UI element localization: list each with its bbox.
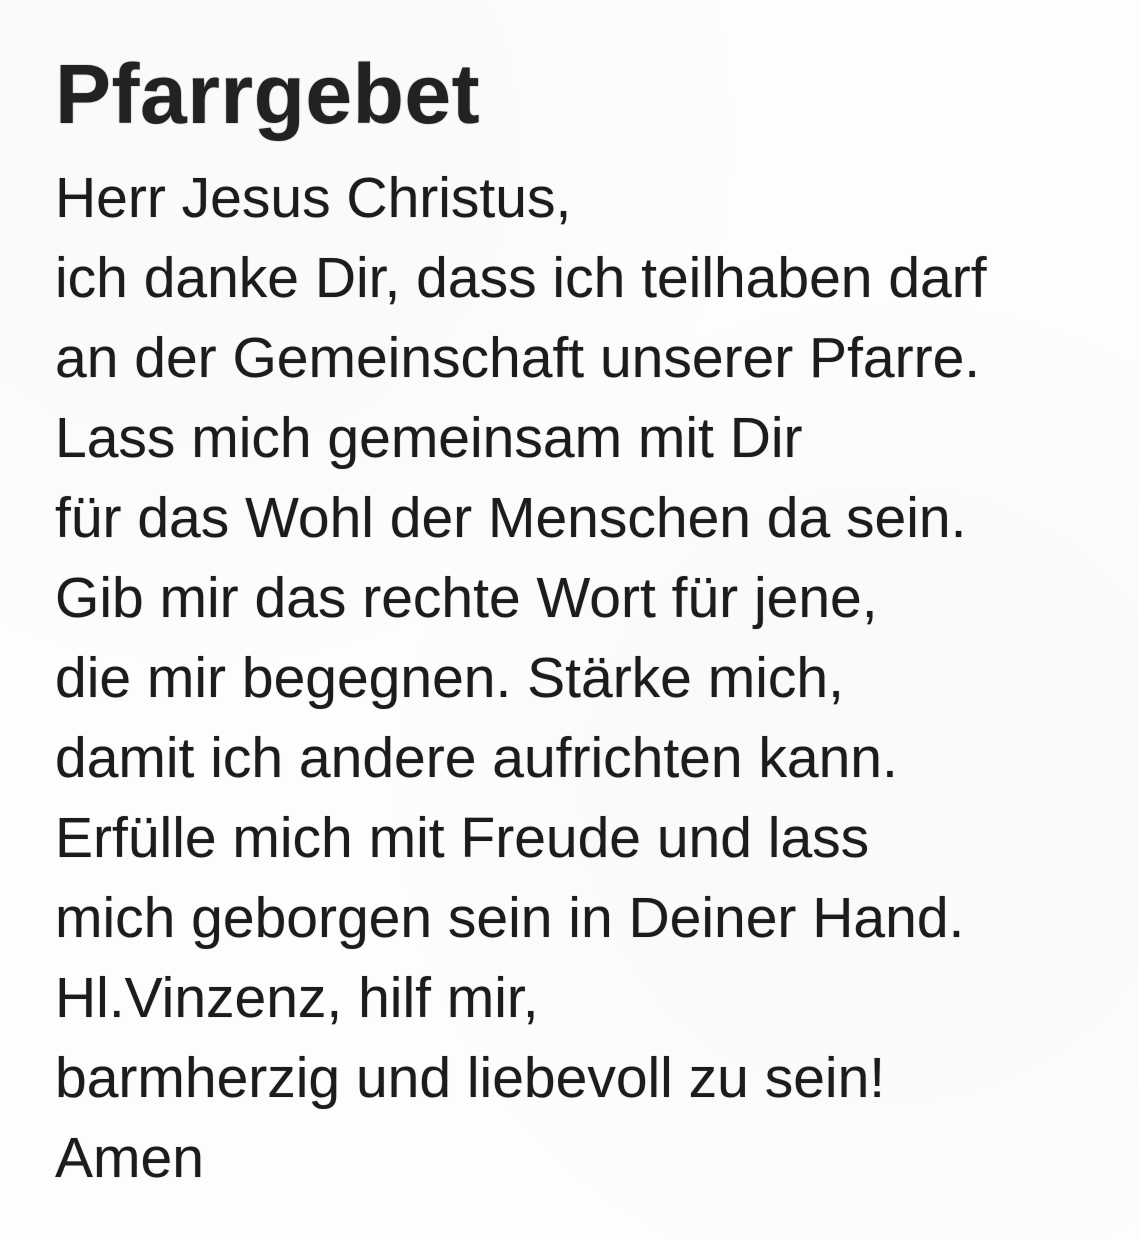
prayer-text-block [0,158,1139,1198]
page-title: Pfarrgebet [55,47,481,141]
prayer-line: Gib mir das rechte Wort für jene, [55,566,878,630]
prayer-line: Amen [55,1126,204,1190]
prayer-line: an der Gemeinschaft unserer Pfarre. [55,326,981,390]
prayer-line: ich danke Dir, dass ich teilhaben darf [55,246,987,310]
prayer-line: Herr Jesus Christus, [55,166,572,230]
prayer-line: barmherzig und liebevoll zu sein! [55,1046,886,1110]
prayer-line: damit ich andere aufrichten kann. [55,726,898,790]
prayer-line: Erfülle mich mit Freude und lass [55,806,870,870]
prayer-line: Lass mich gemeinsam mit Dir [55,406,803,470]
prayer-line: Hl.Vinzenz, hilf mir, [55,966,539,1030]
prayer-line: mich geborgen sein in Deiner Hand. [55,886,965,950]
prayer-line: für das Wohl der Menschen da sein. [55,486,967,550]
prayer-line: die mir begegnen. Stärke mich, [55,646,844,710]
